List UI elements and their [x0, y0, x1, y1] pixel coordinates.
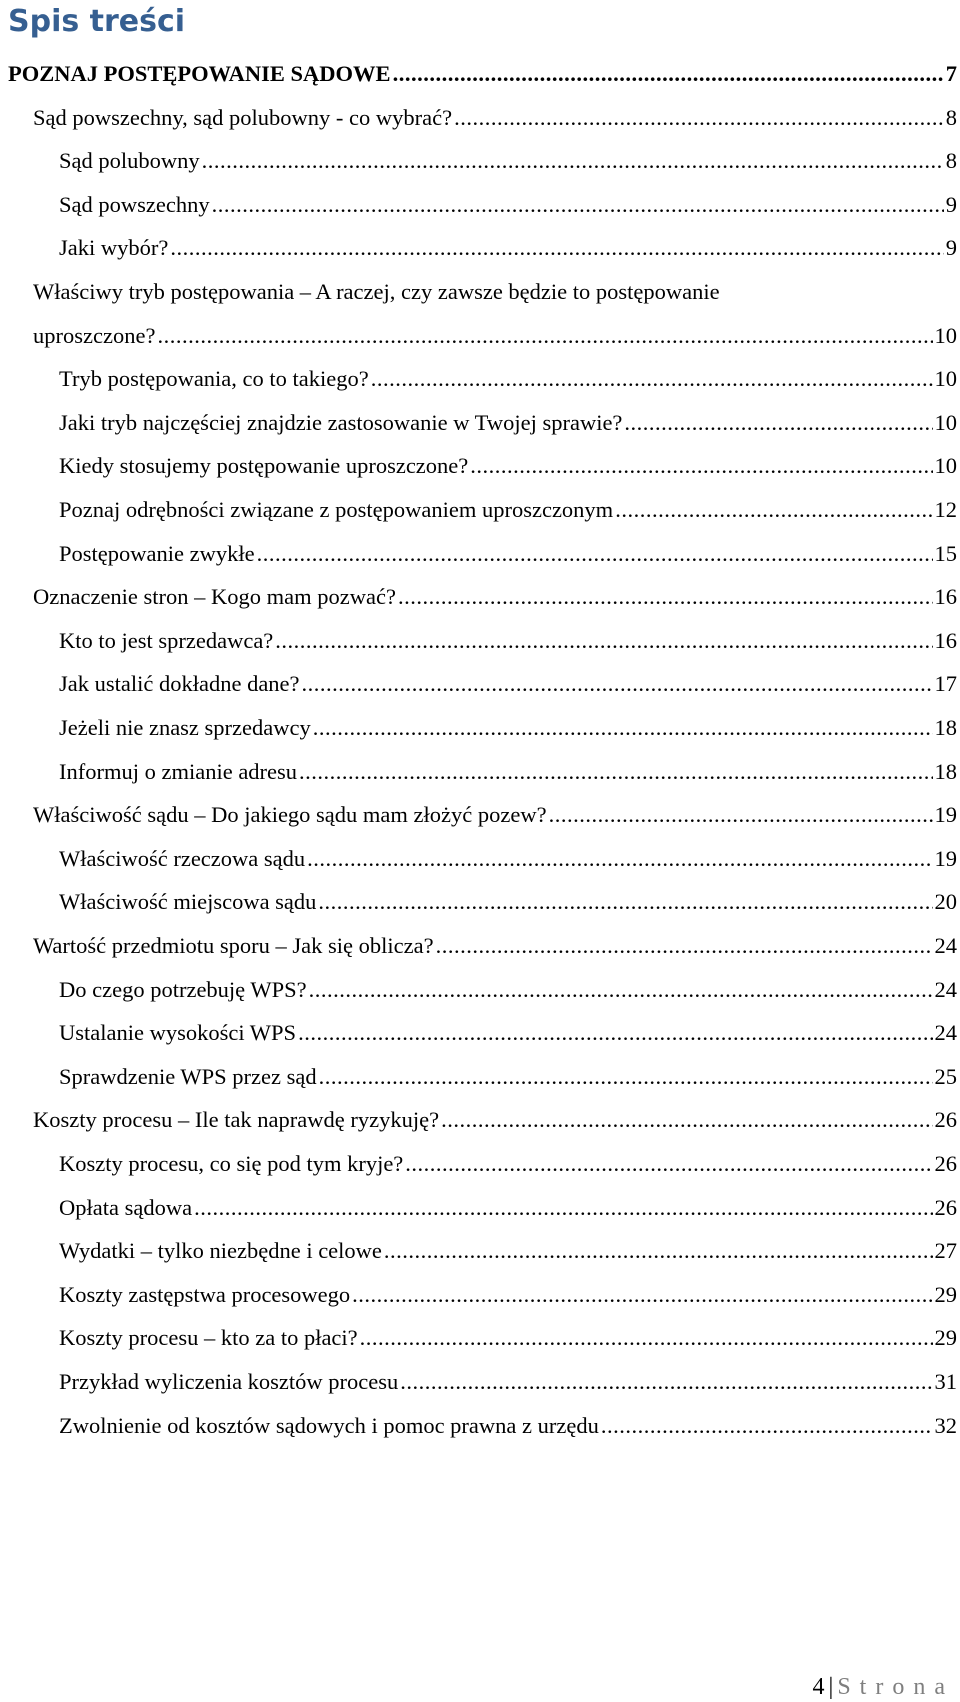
- toc-entry-text: Sprawdzenie WPS przez sąd: [59, 1063, 317, 1089]
- toc-page-number: 24: [934, 933, 957, 958]
- toc-page-number: 26: [934, 1194, 957, 1220]
- toc-entry[interactable]: [59, 365, 957, 393]
- toc-entry-text: Jeżeli nie znasz sprzedawcy: [59, 715, 311, 740]
- toc-entry[interactable]: [59, 758, 957, 786]
- toc-page-number: 9: [945, 191, 957, 217]
- toc-page-number: 16: [934, 584, 957, 610]
- toc-entry-text: Jak ustalić dokładne dane?: [59, 671, 300, 697]
- toc-entry-text: Opłata sądowa: [59, 1194, 193, 1220]
- page-footer: [813, 1672, 954, 1702]
- toc-entry[interactable]: [59, 1368, 957, 1396]
- toc-entry[interactable]: [59, 147, 957, 175]
- toc-dot-leader: [257, 540, 933, 568]
- toc-entry-text: Kto to jest sprzedawca?: [59, 627, 274, 653]
- toc-entry[interactable]: [59, 976, 957, 1004]
- toc-dot-leader: [352, 1281, 932, 1309]
- toc-page-number: 29: [934, 1325, 957, 1351]
- toc-entry-text: Zwolnienie od kosztów sądowych i pomoc prawna z urzędu: [59, 1412, 599, 1438]
- toc-page-number: 26: [934, 1151, 957, 1176]
- toc-dot-leader: [405, 1150, 932, 1178]
- toc-entry[interactable]: [59, 1194, 957, 1222]
- toc-entry-text: Właściwość rzeczowa sądu: [59, 845, 306, 871]
- toc-page-number: 18: [934, 758, 957, 784]
- toc-entry[interactable]: [59, 1412, 957, 1440]
- toc-entry[interactable]: [59, 191, 957, 219]
- toc-page-number: 19: [934, 802, 957, 828]
- toc-dot-leader: [302, 670, 933, 698]
- toc-entry[interactable]: [8, 60, 957, 88]
- toc-entry[interactable]: [33, 104, 957, 132]
- toc-entry-text: Sąd powszechny, sąd polubowny - co wybrać?: [33, 104, 453, 130]
- toc-dot-leader: [298, 1019, 932, 1047]
- toc-entry-text: Wartość przedmiotu sporu – Jak się oblicza?: [33, 933, 434, 958]
- toc-page-number: 17: [934, 671, 957, 697]
- toc-dot-leader: [318, 888, 932, 916]
- toc-entry-text: Jaki tryb najczęściej znajdzie zastosowanie w Twojej sprawie?: [59, 409, 623, 435]
- toc-entry[interactable]: [59, 1019, 957, 1047]
- toc-entry-text: Koszty procesu, co się pod tym kryje?: [59, 1151, 404, 1176]
- toc-entry-text: Kiedy stosujemy postępowanie uproszczone?: [59, 453, 469, 479]
- toc-page-number: 32: [934, 1412, 957, 1438]
- toc-page-number: 15: [934, 540, 957, 566]
- toc-entry-text: Właściwość sądu – Do jakiego sądu mam złożyć pozew?: [33, 802, 547, 828]
- toc-entry-text: uproszczone?: [33, 322, 156, 348]
- toc-entry-text: Właściwość miejscowa sądu: [59, 889, 317, 915]
- toc-page-number: 29: [934, 1281, 957, 1307]
- toc-entry-text: Jaki wybór?: [59, 235, 169, 261]
- toc-entry[interactable]: [59, 452, 957, 480]
- toc-entry[interactable]: [59, 409, 957, 437]
- toc-entry[interactable]: [59, 714, 957, 742]
- toc-dot-leader: [470, 452, 932, 480]
- toc-dot-leader: [601, 1412, 933, 1440]
- toc-entry[interactable]: [59, 496, 957, 524]
- toc-page-number: 16: [934, 627, 957, 653]
- toc-page-number: 8: [945, 104, 957, 130]
- toc-dot-leader: [157, 322, 932, 350]
- toc-page-number: 10: [934, 322, 957, 348]
- toc-entry-text: Do czego potrzebuję WPS?: [59, 976, 307, 1002]
- toc-entry-text: POZNAJ POSTĘPOWANIE SĄDOWE: [8, 61, 391, 86]
- toc-dot-leader: [170, 234, 943, 262]
- toc-page-number: 27: [934, 1238, 957, 1264]
- toc-entry[interactable]: [59, 234, 957, 262]
- toc-entry-text: Ustalanie wysokości WPS: [59, 1020, 297, 1046]
- toc-page-number: 25: [934, 1063, 957, 1089]
- toc-dot-leader: [307, 845, 932, 873]
- toc-dot-leader: [194, 1194, 932, 1222]
- toc-entry-text: Informuj o zmianie adresu: [59, 758, 298, 784]
- toc-entry-text: Koszty zastępstwa procesowego: [59, 1281, 351, 1307]
- toc-dot-leader: [454, 104, 944, 132]
- toc-page-number: 24: [934, 1020, 957, 1046]
- toc-dot-leader: [393, 60, 944, 88]
- toc-dot-leader: [384, 1237, 933, 1265]
- toc-entry-text: Wydatki – tylko niezbędne i celowe: [59, 1238, 382, 1264]
- toc-page-number: 12: [934, 497, 957, 522]
- toc-page-number: 9: [945, 235, 957, 261]
- toc-dot-leader: [624, 409, 932, 437]
- toc-entry[interactable]: [33, 583, 957, 611]
- toc-page-number: 18: [934, 715, 957, 740]
- toc-page-number: 19: [934, 845, 957, 871]
- toc-entry[interactable]: [59, 1063, 957, 1091]
- toc-entry[interactable]: [59, 888, 957, 916]
- toc-entry[interactable]: [33, 932, 957, 960]
- toc-dot-leader: [202, 147, 944, 175]
- toc-dot-leader: [371, 365, 933, 393]
- toc-entry-text: Koszty procesu – kto za to płaci?: [59, 1325, 358, 1351]
- toc-entry[interactable]: [59, 845, 957, 873]
- toc-dot-leader: [275, 627, 932, 655]
- toc-dot-leader: [441, 1106, 932, 1134]
- toc-dot-leader: [398, 583, 933, 611]
- toc-dot-leader: [212, 191, 944, 219]
- toc-entry[interactable]: [59, 540, 957, 568]
- toc-dot-leader: [549, 801, 933, 829]
- toc-entry[interactable]: [59, 1150, 957, 1178]
- toc-entry-text: Przykład wyliczenia kosztów procesu: [59, 1369, 399, 1394]
- footer-separator: |: [828, 1674, 834, 1700]
- toc-page-number: 10: [934, 453, 957, 479]
- toc-dot-leader: [436, 932, 933, 960]
- toc-entry-text: Sąd powszechny: [59, 191, 210, 217]
- toc-entry[interactable]: [59, 1324, 957, 1352]
- toc-page-number: 24: [934, 976, 957, 1002]
- toc-dot-leader: [309, 976, 933, 1004]
- toc-entry-text: Koszty procesu – Ile tak naprawdę ryzykuję?: [33, 1107, 440, 1133]
- footer-page-number: 4: [812, 1674, 825, 1700]
- footer-label: Strona: [837, 1674, 954, 1700]
- toc-page-number: 26: [934, 1107, 957, 1133]
- toc-entry-text: Sąd polubowny: [59, 148, 200, 174]
- toc-page-number: 31: [934, 1369, 957, 1394]
- toc-page-number: 10: [934, 366, 957, 392]
- toc-dot-leader: [319, 1063, 933, 1091]
- toc-page-number: 7: [945, 61, 957, 86]
- toc-entry-text-line1: Właściwy tryb postępowania – A raczej, czy zawsze będzie to postępowanie: [33, 279, 720, 304]
- toc-entry-text: Oznaczenie stron – Kogo mam pozwać?: [33, 584, 396, 610]
- toc-entry[interactable]: [33, 278, 957, 350]
- toc-page-number: 8: [945, 148, 957, 174]
- toc-entry-text: Postępowanie zwykłe: [59, 540, 255, 566]
- toc-dot-leader: [313, 714, 933, 742]
- toc-dot-leader: [360, 1324, 933, 1352]
- toc-entry[interactable]: [59, 670, 957, 698]
- toc-dot-leader: [400, 1368, 932, 1396]
- toc-entry[interactable]: [33, 801, 957, 829]
- toc-page-number: 20: [934, 889, 957, 915]
- toc-entry-text: Tryb postępowania, co to takiego?: [59, 366, 369, 392]
- toc-entry[interactable]: [59, 1281, 957, 1309]
- toc-entry[interactable]: [59, 1237, 957, 1265]
- toc-entry-text: Poznaj odrębności związane z postępowaniem uproszczonym: [59, 497, 614, 522]
- toc-page-number: 10: [934, 409, 957, 435]
- toc-entry[interactable]: [33, 1106, 957, 1134]
- toc-dot-leader: [299, 758, 932, 786]
- toc-title: Spis treści: [8, 4, 186, 39]
- toc-dot-leader: [615, 496, 932, 524]
- toc-entry[interactable]: [59, 627, 957, 655]
